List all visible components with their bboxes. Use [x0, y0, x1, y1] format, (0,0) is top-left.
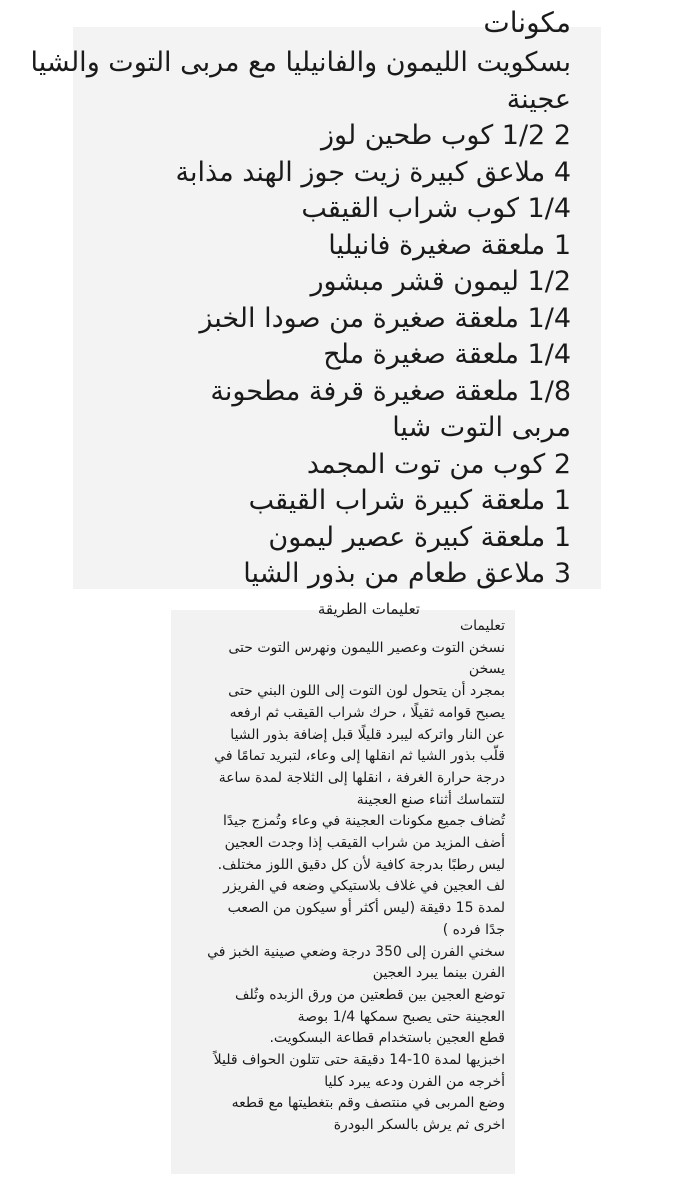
instruction-line: أخرجه من الفرن ودعه يبرد كليا — [324, 1073, 505, 1090]
ingredient-line: 1/2 ليمون قشر مبشور — [310, 266, 571, 297]
jam-heading: مربى التوت شيا — [392, 412, 571, 443]
instruction-line: يصبح قوامه ثقيلًا ، حرك شراب القيقب ثم ارفعه — [229, 704, 505, 721]
instruction-line: سخني الفرن إلى 350 درجة وضعي صينية الخبز في — [207, 943, 505, 960]
ingredient-line: 1/4 ملعقة صغيرة من صودا الخبز — [199, 302, 571, 334]
ingredient-line: 1 ملعقة صغيرة فانيليا — [328, 229, 571, 261]
instruction-line: قلّب بذور الشيا ثم انقلها إلى وعاء، لتبريد تمامًا في — [214, 748, 505, 765]
ingredient-line: 1 ملعقة كبيرة شراب القيقب — [248, 485, 571, 516]
instruction-line: ليس رطبًا بدرجة كافية لأن كل دقيق اللوز مختلف. — [217, 856, 505, 873]
instruction-line: اخرى ثم يرش بالسكر البودرة — [333, 1117, 505, 1134]
instruction-line: قطع العجين باستخدام قطاعة البسكويت. — [269, 1030, 505, 1047]
ingredient-line: 1/8 ملعقة صغيرة قرفة مطحونة — [210, 375, 571, 407]
ingredient-line: 4 ملاعق كبيرة زيت جوز الهند مذابة — [175, 156, 571, 188]
dough-heading: عجينة — [506, 83, 571, 115]
ingredients-card — [30, 6, 601, 589]
ingredient-line: 1/4 كوب شراب القيقب — [301, 193, 571, 224]
ingredients-heading: مكونات — [483, 6, 571, 39]
instruction-line: بمجرد أن يتحول لون التوت إلى اللون البني حتى — [228, 683, 505, 700]
instruction-line: جدًا فرده ) — [442, 921, 505, 938]
instruction-line: يسخن — [468, 661, 505, 678]
ingredient-line: 2 كوب من توت المجمد — [306, 448, 571, 480]
instruction-line: عن النار واتركه ليبرد قليلًا قبل إضافة بذور الشيا — [230, 726, 505, 743]
instruction-line: لتتماسك أثناء صنع العجينة — [356, 791, 505, 808]
instruction-line: اخبزيها لمدة 10-14 دقيقة حتى تتلون الحواف قليلاً — [213, 1052, 505, 1069]
ingredient-line: 1/4 ملعقة صغيرة ملح — [323, 339, 571, 370]
instructions-list — [175, 616, 505, 1137]
instruction-line: العجينة حتى يصبح سمكها 1/4 بوصة — [297, 1008, 505, 1025]
ingredients-list — [31, 45, 572, 593]
instruction-line: لف العجين في غلاف بلاستيكي وضعه في الفريزر — [223, 878, 505, 895]
ingredient-line: 2 1/2 كوب طحين لوز — [320, 120, 571, 151]
instructions-heading: تعليمات — [459, 618, 505, 634]
instruction-line: أضف المزيد من شراب القيقب إذا وجدت العجين — [224, 835, 505, 852]
ingredient-line: 1 ملعقة كبيرة عصير ليمون — [268, 521, 571, 553]
instructions-card — [171, 600, 515, 1174]
instruction-line: نسخن التوت وعصير الليمون ونهرس التوت حتى — [228, 639, 505, 656]
instruction-line: درجة حرارة الغرفة ، انقلها إلى الثلاجة لمدة ساعة — [218, 769, 505, 786]
ingredient-line: 3 ملاعق طعام من بذور الشيا — [243, 558, 571, 589]
instruction-line: وضع المربى في منتصف وقم بتغطيتها مع قطعه — [231, 1095, 505, 1112]
instruction-line: تُضاف جميع مكونات العجينة في وعاء وتُمزج جيدًا — [222, 813, 505, 830]
recipe-title: بسكويت الليمون والفانيليا مع مربى التوت والشيا — [30, 47, 571, 78]
instruction-line: توضع العجين بين قطعتين من ورق الزبده وتُلف — [234, 986, 505, 1003]
instructions-cut-heading: تعليمات الطريقة — [317, 600, 420, 618]
instruction-line: الفرن بينما يبرد العجين — [372, 965, 505, 982]
instruction-line: لمدة 15 دقيقة (ليس أكثر أو سيكون من الصعب — [227, 900, 505, 917]
